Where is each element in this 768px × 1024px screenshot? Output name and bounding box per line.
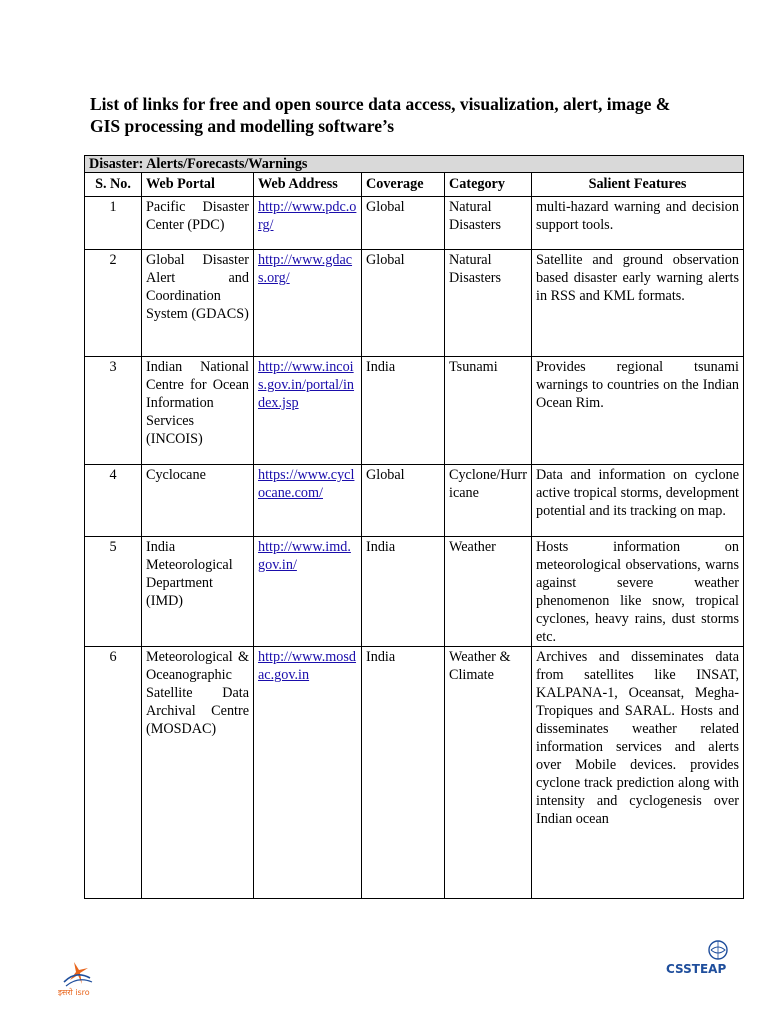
table-row [85, 647, 744, 899]
row-url-link[interactable]: http://www.gdacs.org/ [258, 252, 353, 286]
row-coverage: Global [362, 250, 445, 357]
table-row [85, 197, 744, 250]
table-row [85, 465, 744, 537]
column-header-row [85, 173, 744, 197]
section-header-row [85, 156, 744, 173]
table-row [85, 537, 744, 647]
links-table [84, 155, 744, 899]
row-portal: India Meteorological Department (IMD) [142, 537, 254, 647]
row-features: Hosts information on meteorological observations, warns against severe weather phenomenon like snow, tropical cyclones, heavy rains, dust storms etc. [532, 537, 744, 647]
row-features: Provides regional tsunami warnings to countries on the Indian Ocean Rim. [532, 357, 744, 465]
cssteap-logo [664, 938, 732, 978]
table-row [85, 357, 744, 465]
row-coverage: India [362, 357, 445, 465]
header-web-address: Web Address [254, 173, 362, 197]
row-category: Natural Disasters [445, 250, 532, 357]
row-category: Cyclone/Hurricane [445, 465, 532, 537]
row-sno: 1 [85, 197, 142, 250]
row-category: Weather [445, 537, 532, 647]
row-coverage: Global [362, 197, 445, 250]
row-category: Tsunami [445, 357, 532, 465]
row-features: Satellite and ground observation based disaster early warning alerts in RSS and KML formats. [532, 250, 744, 357]
header-salient-features: Salient Features [532, 173, 744, 197]
title-line-1: List of links for free and open source data access, visualization, alert, image & [90, 94, 671, 114]
row-portal: Meteorological & Oceanographic Satellite Data Archival Centre (MOSDAC) [142, 647, 254, 899]
document-title [90, 93, 730, 137]
row-portal: Global Disaster Alert and Coordination System (GDACS) [142, 250, 254, 357]
row-sno: 6 [85, 647, 142, 899]
row-url-link[interactable]: https://www.cyclocane.com/ [258, 467, 355, 501]
row-portal: Pacific Disaster Center (PDC) [142, 197, 254, 250]
row-sno: 4 [85, 465, 142, 537]
row-category: Weather & Climate [445, 647, 532, 899]
header-coverage: Coverage [362, 173, 445, 197]
isro-logo-text: इसरो isro [58, 988, 90, 997]
row-sno: 3 [85, 357, 142, 465]
cssteap-logo-text: CSSTEAP [666, 962, 727, 976]
row-url-link[interactable]: http://www.incois.gov.in/portal/index.jsp [258, 359, 355, 411]
isro-logo [52, 958, 104, 998]
row-sno: 5 [85, 537, 142, 647]
header-web-portal: Web Portal [142, 173, 254, 197]
row-sno: 2 [85, 250, 142, 357]
header-sno: S. No. [85, 173, 142, 197]
header-category: Category [445, 173, 532, 197]
row-features: Archives and disseminates data from satellites like INSAT, KALPANA-1, Oceansat, Megha-Tropiques and SARAL. Hosts and disseminates weather related information services and alerts over Mobile devices. provides cyclone track prediction along with intensity and cyclogenesis over Indian ocean [532, 647, 744, 899]
row-url-link[interactable]: http://www.mosdac.gov.in [258, 649, 357, 683]
title-line-2: GIS processing and modelling software’s [90, 116, 395, 136]
table-row [85, 250, 744, 357]
section-title: Disaster: Alerts/Forecasts/Warnings [85, 156, 744, 173]
row-url-link[interactable]: http://www.pdc.org/ [258, 199, 357, 233]
row-coverage: India [362, 647, 445, 899]
row-portal: Cyclocane [142, 465, 254, 537]
row-coverage: Global [362, 465, 445, 537]
row-features: Data and information on cyclone active tropical storms, development potential and its tracking on map. [532, 465, 744, 537]
row-url-link[interactable]: http://www.imd.gov.in/ [258, 539, 351, 573]
row-category: Natural Disasters [445, 197, 532, 250]
row-coverage: India [362, 537, 445, 647]
row-features: multi-hazard warning and decision support tools. [532, 197, 744, 250]
row-portal: Indian National Centre for Ocean Information Services (INCOIS) [142, 357, 254, 465]
